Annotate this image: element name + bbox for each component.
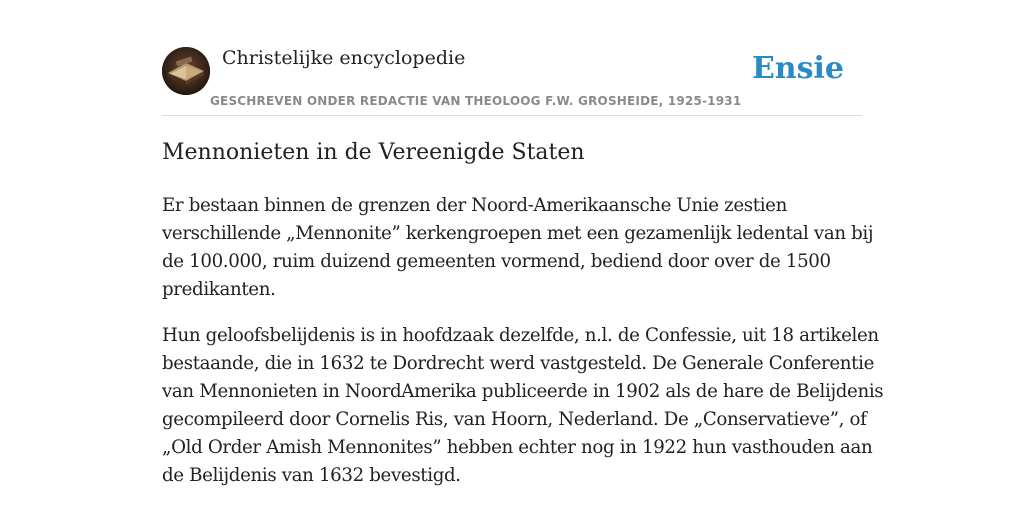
paragraph-line: Hun geloofsbelijdenis is in hoofdzaak dezelfde, n.l. de Confessie, uit 18 artikelen [162, 325, 879, 346]
site-title[interactable]: Christelijke encyclopedie [222, 47, 466, 69]
paragraph-line: predikanten. [162, 279, 276, 300]
paragraph-line: gecompileerd door Cornelis Ris, van Hoorn, Nederland. De „Conservatieve”, of [162, 409, 867, 430]
paragraph-line: Er bestaan binnen de grenzen der Noord-Amerikaansche Unie zestien [162, 195, 787, 216]
paragraph-line: de 100.000, ruim duizend gemeenten vormend, bediend door over de 1500 [162, 251, 831, 272]
book-photo-icon [162, 47, 210, 95]
article-title: Mennonieten in de Vereenigde Staten [162, 140, 585, 165]
article-body [162, 192, 884, 508]
paragraph-line: de Belijdenis van 1632 bevestigd. [162, 465, 461, 486]
paragraph-line: verschillende „Mennonite” kerkengroepen met een gezamenlijk ledental van bij [162, 223, 874, 244]
site-header [162, 46, 862, 116]
paragraph-line: van Mennonieten in NoordAmerika publiceerde in 1902 als de hare de Belijdenis [162, 381, 884, 402]
article-paragraph [162, 322, 884, 490]
brand-logo[interactable]: Ensie [751, 51, 844, 86]
paragraph-line: „Old Order Amish Mennonites” hebben echter nog in 1922 hun vasthouden aan [162, 437, 873, 458]
site-subtitle: GESCHREVEN ONDER REDACTIE VAN THEOLOOG F.W. GROSHEIDE, 1925-1931 [210, 94, 742, 108]
paragraph-line: bestaande, die in 1632 te Dordrecht werd vastgesteld. De Generale Conferentie [162, 353, 874, 374]
article-paragraph [162, 192, 874, 304]
site-avatar[interactable] [162, 47, 210, 95]
